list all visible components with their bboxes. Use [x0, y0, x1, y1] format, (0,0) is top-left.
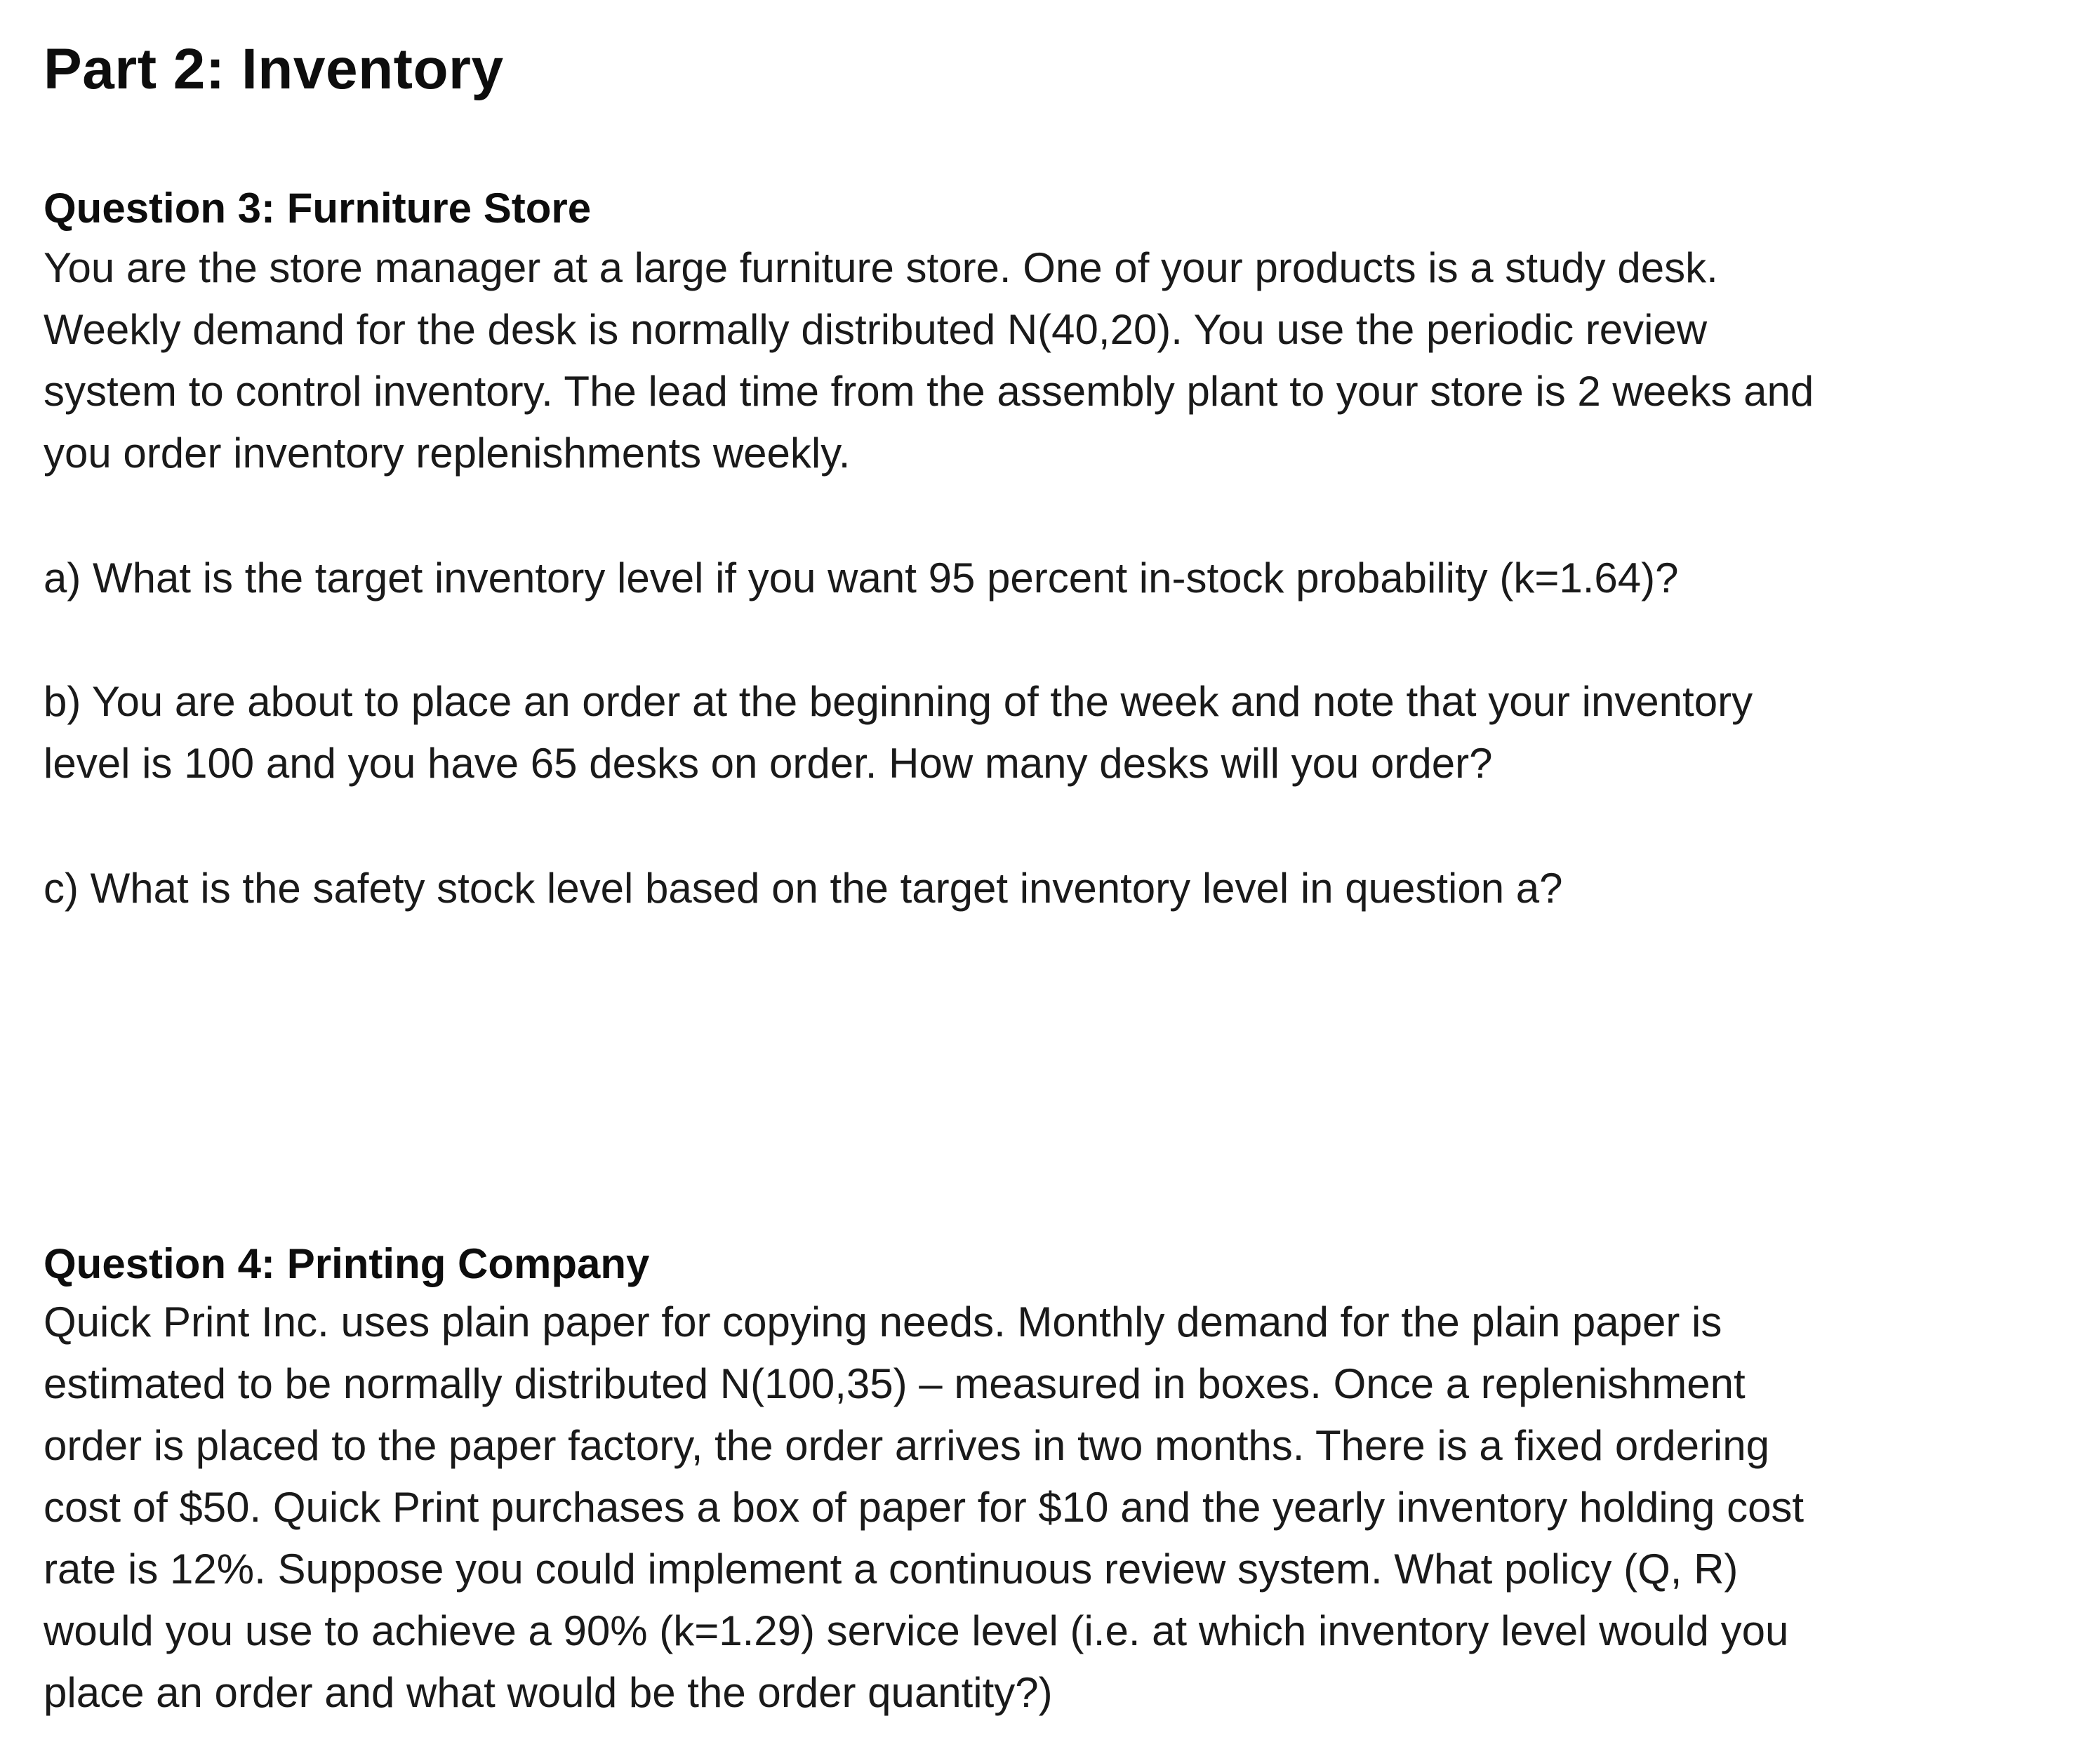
question-3-intro-line: you order inventory replenishments weekly. [44, 430, 851, 477]
question-4-text-line: estimated to be normally distributed N(100,35) – measured in boxes. Once a replenishment [44, 1360, 1746, 1407]
question-4-text-line: rate is 12%. Suppose you could implement a continuous review system. What policy (Q, R) [44, 1546, 1739, 1593]
question-3-part-c [44, 858, 2065, 919]
question-4-text [44, 1291, 2065, 1724]
question-4-heading: Question 4: Printing Company [44, 1240, 650, 1287]
part-title: Part 2: Inventory [44, 37, 504, 101]
question-4-text-line: cost of $50. Quick Print purchases a box of paper for $10 and the yearly inventory holding cost [44, 1484, 1805, 1531]
question-3-heading-block [44, 184, 2065, 232]
question-3-intro-line: system to control inventory. The lead time from the assembly plant to your store is 2 weeks and [44, 368, 1814, 415]
question-3-part-c-text: c) What is the safety stock level based on the target inventory level in question a? [44, 865, 1563, 912]
question-4-text-line: place an order and what would be the order quantity?) [44, 1669, 1053, 1716]
question-3-part-a [44, 547, 2065, 609]
question-4-text-line: order is placed to the paper factory, the order arrives in two months. There is a fixed ordering [44, 1422, 1770, 1469]
question-4-text-line: would you use to achieve a 90% (k=1.29) service level (i.e. at which inventory level would you [44, 1607, 1789, 1654]
question-4-text-line: Quick Print Inc. uses plain paper for copying needs. Monthly demand for the plain paper is [44, 1298, 1722, 1345]
question-4-heading-block [44, 1240, 2065, 1288]
question-3-intro [44, 237, 2065, 484]
question-3-intro-line: Weekly demand for the desk is normally distributed N(40,20). You use the periodic review [44, 306, 1708, 353]
question-3-part-b-line: b) You are about to place an order at the beginning of the week and note that your inventory [44, 678, 1753, 725]
question-3-part-b [44, 671, 2065, 795]
question-3-heading: Question 3: Furniture Store [44, 185, 592, 232]
question-3-part-b-line: level is 100 and you have 65 desks on order. How many desks will you order? [44, 740, 1493, 787]
question-3-intro-line: You are the store manager at a large furniture store. One of your products is a study desk. [44, 244, 1718, 291]
question-3-part-a-text: a) What is the target inventory level if you want 95 percent in-stock probability (k=1.64)? [44, 554, 1679, 602]
document-page [44, 0, 2058, 1761]
